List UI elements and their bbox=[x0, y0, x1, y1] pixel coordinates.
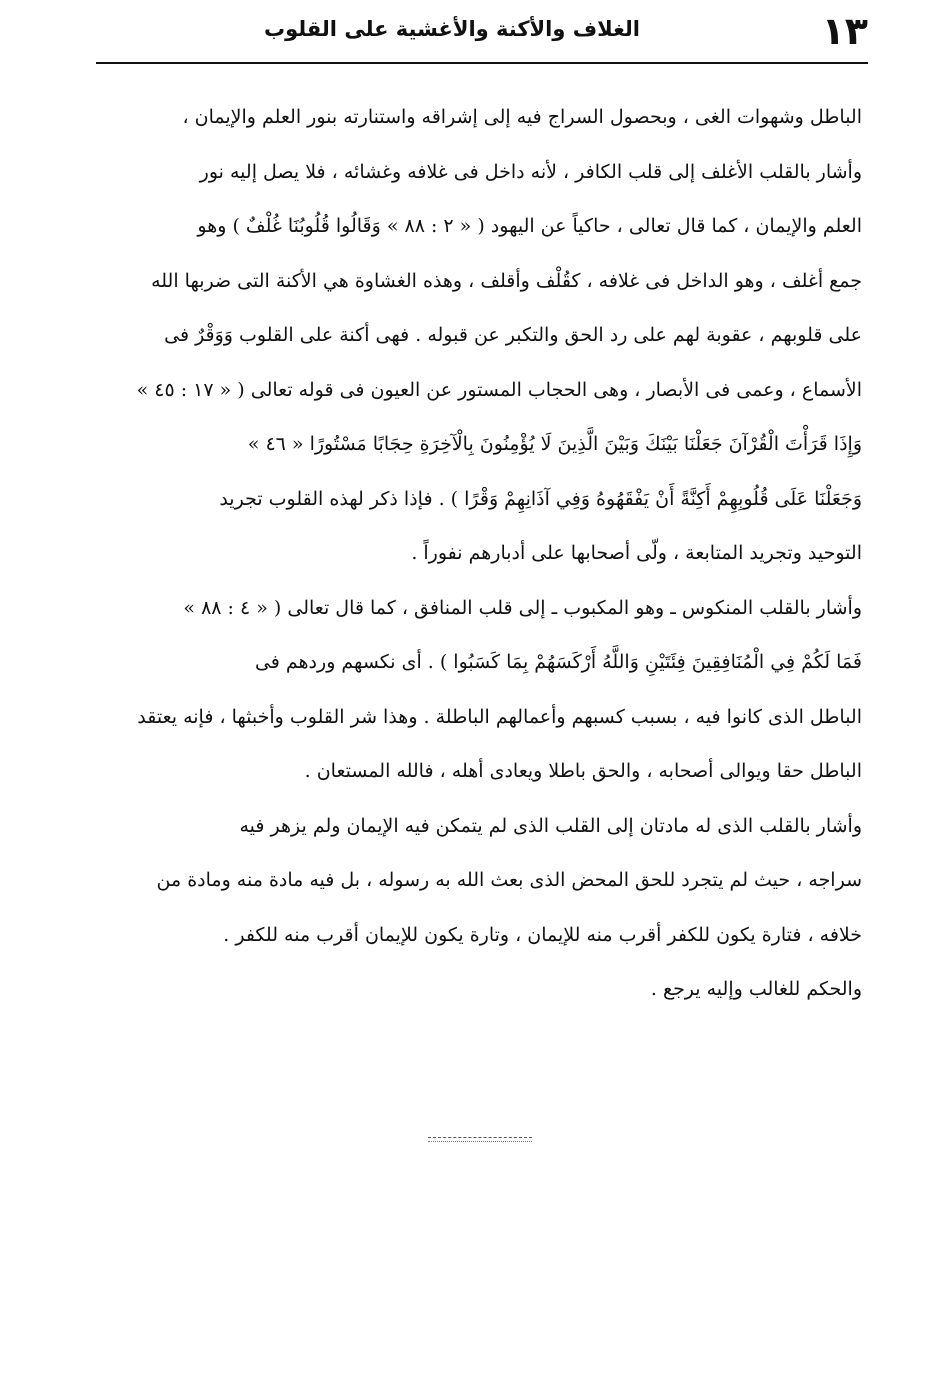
text-line: الباطل حقا ويوالى أصحابه ، والحق باطلا ويعادى أهله ، فالله المستعان . bbox=[304, 760, 862, 782]
text-line: الأسماع ، وعمى فى الأبصار ، وهى الحجاب المستور عن العيون فى قوله تعالى ( « ١٧ : ٤٥ » bbox=[136, 378, 862, 401]
running-title: الغلاف والأكنة والأغشية على القلوب bbox=[263, 17, 641, 41]
page-number: ١٣ bbox=[821, 9, 868, 53]
paragraph-1 bbox=[100, 90, 862, 581]
paragraph-3 bbox=[100, 799, 862, 1017]
text-line: وَجَعَلْنَا عَلَى قُلُوبِهِمْ أَكِنَّةً أَنْ يَفْقَهُوهُ وَفِي آذَانِهِمْ وَقْرًا ) . فإذا ذكر لهذه القلوب تجريد bbox=[219, 487, 862, 510]
text-line: وَإِذَا قَرَأْتَ الْقُرْآنَ جَعَلْنَا بَيْنَكَ وَبَيْنَ الَّذِينَ لَا يُؤْمِنُونَ بِالْآخِرَةِ حِجَابًا مَسْتُورًا « ٤٦ » bbox=[247, 433, 862, 455]
text-line: فَمَا لَكُمْ فِي الْمُنَافِقِينَ فِئَتَيْنِ وَاللَّهُ أَرْكَسَهُمْ بِمَا كَسَبُوا ) . أى نكسهم وردهم فى bbox=[254, 651, 862, 673]
page-header bbox=[96, 6, 868, 58]
text-line: العلم والإيمان ، كما قال تعالى ، حاكياً عن اليهود ( « ٢ : ٨٨ » وَقَالُوا قُلُوبُنَا غُلْفٌ ) وهو bbox=[197, 215, 862, 237]
text-line: جمع أغلف ، وهو الداخل فى غلافه ، كقُلْف وأقلف ، وهذه الغشاوة هي الأكنة التى ضربها الله bbox=[151, 269, 862, 292]
text-line: على قلوبهم ، عقوبة لهم على رد الحق والتكبر عن قبوله . فهى أكنة على القلوب وَوَقْرٌ فى bbox=[164, 324, 862, 346]
paragraph-2 bbox=[100, 581, 862, 799]
body-text bbox=[100, 90, 862, 1017]
text-line: التوحيد وتجريد المتابعة ، ولّى أصحابها على أدبارهم نفوراً . bbox=[411, 542, 862, 564]
text-line: سراجه ، حيث لم يتجرد للحق المحض الذى بعث الله به رسوله ، بل فيه مادة منه ومادة من bbox=[156, 869, 862, 891]
text-line: الباطل وشهوات الغى ، وبحصول السراج فيه إلى إشراقه واستنارته بنور العلم والإيمان ، bbox=[182, 106, 862, 128]
header-rule bbox=[96, 62, 868, 64]
text-line: وأشار بالقلب الذى له مادتان إلى القلب الذى لم يتمكن فيه الإيمان ولم يزهر فيه bbox=[239, 814, 862, 837]
footer-ornament bbox=[428, 1137, 532, 1142]
text-line: والحكم للغالب وإليه يرجع . bbox=[650, 978, 862, 1000]
text-line: خلافه ، فتارة يكون للكفر أقرب منه للإيمان ، وتارة يكون للإيمان أقرب منه للكفر . bbox=[223, 923, 862, 946]
text-line: الباطل الذى كانوا فيه ، بسبب كسبهم وأعمالهم الباطلة . وهذا شر القلوب وأخبثها ، فإنه يعتقد bbox=[137, 705, 862, 728]
text-line: وأشار بالقلب الأغلف إلى قلب الكافر ، لأنه داخل فى غلافه وغشائه ، فلا يصل إليه نور bbox=[199, 160, 862, 183]
text-line: وأشار بالقلب المنكوس ـ وهو المكبوب ـ إلى قلب المنافق ، كما قال تعالى ( « ٤ : ٨٨ » bbox=[183, 596, 862, 619]
